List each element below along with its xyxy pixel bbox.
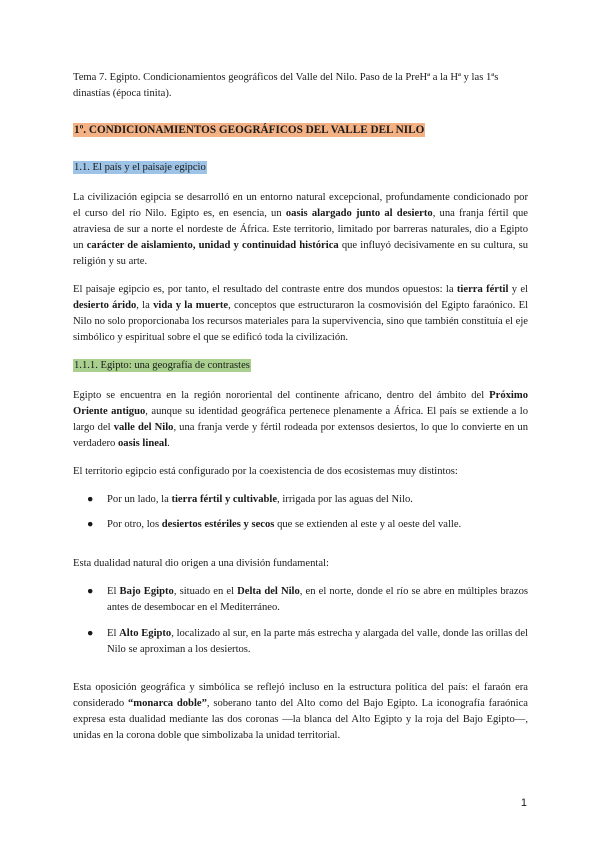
list-item: ● Por un lado, la tierra fértil y cultivable, irrigada por las aguas del Nilo.	[73, 492, 528, 508]
subsubsection-heading	[73, 358, 528, 374]
bullet-icon: ●	[87, 586, 94, 597]
list-item: ● Por otro, los desiertos estériles y secos que se extienden al este y al oeste del valle.	[73, 517, 528, 533]
list-item: ● El Alto Egipto, localizado al sur, en la parte más estrecha y alargada del valle, donde las orillas del Nilo se aproximan a los desiertos.	[87, 628, 528, 655]
paragraph-1: La civilización egipcia se desarrolló en un entorno natural excepcional, profundamente condicionado por el curso del río Nilo. Egipto es, en esencia, un oasis alargado junto al desierto, una franja fértil que atraviesa de sur a norte el nordeste de África. Este territorio, limitado por barreras naturales, dio a Egipto un carácter de aislamiento, unidad y continuidad histórica que influyó decisivamente en su cultura, su religión y su arte.	[73, 192, 529, 267]
subsubsection-heading-text: 1.1.1. Egipto: una geografía de contrastes	[74, 360, 250, 371]
subsection-heading	[73, 160, 528, 176]
paragraph-4: El territorio egipcio está configurado por la coexistencia de dos ecosistemas muy distintos:	[73, 466, 458, 477]
paragraph-5: Esta dualidad natural dio origen a una división fundamental:	[73, 558, 329, 569]
spacer	[73, 542, 528, 556]
bullet-icon: ●	[87, 519, 94, 530]
subsection-heading-text: 1.1. El país y el paisaje egipcio	[74, 162, 206, 173]
document-title: Tema 7. Egipto. Condicionamientos geográficos del Valle del Nilo. Paso de la PreHª a la Hª y las 1ªs dinastías (época tinita).	[73, 72, 499, 99]
paragraph-3: Egipto se encuentra en la región nororiental del continente africano, dentro del ámbito del Próximo Oriente antiguo, aunque su identidad geográfica pertenece plenamente a África. El país se extiende a lo largo del valle del Nilo, una franja verde y fértil rodeada por extensos desiertos, lo que lo convierte en un verdadero oasis lineal.	[73, 390, 528, 449]
paragraph-2: El paisaje egipcio es, por tanto, el resultado del contraste entre dos mundos opuestos: la tierra fértil y el desierto árido, la vida y la muerte, conceptos que estructuraron la cosmovisión del Egipto faraónico. El Nilo no solo proporcionaba los recursos materiales para la supervivencia, sino que también constituía el eje simbólico y espiritual sobre el que se edificó toda la civilización.	[73, 284, 529, 343]
list-item: ● El Bajo Egipto, situado en el Delta del Nilo, en el norte, donde el río se abre en múltiples brazos antes de desembocar en el Mediterráneo.	[87, 586, 528, 613]
page-content	[73, 70, 528, 756]
paragraph-6: Esta oposición geográfica y simbólica se reflejó incluso en la estructura política del país: el faraón era considerado “monarca doble”, soberano tanto del Alto como del Bajo Egipto. La iconografía faraónica expresa esta dualidad mediante las dos coronas —la blanca del Alto Egipto y la roja del Bajo Egipto—, unidas en la corona doble que simbolizaba la unidad territorial.	[73, 682, 528, 741]
spacer	[73, 668, 528, 680]
bullet-icon: ●	[87, 628, 94, 639]
ecosystems-list	[73, 492, 528, 533]
section-heading-text: 1º. CONDICIONAMIENTOS GEOGRÁFICOS DEL VALLE DEL NILO	[74, 124, 425, 136]
regions-list	[73, 584, 528, 658]
section-heading	[73, 122, 528, 138]
bullet-icon: ●	[87, 494, 94, 505]
page-number: 1	[520, 797, 527, 809]
